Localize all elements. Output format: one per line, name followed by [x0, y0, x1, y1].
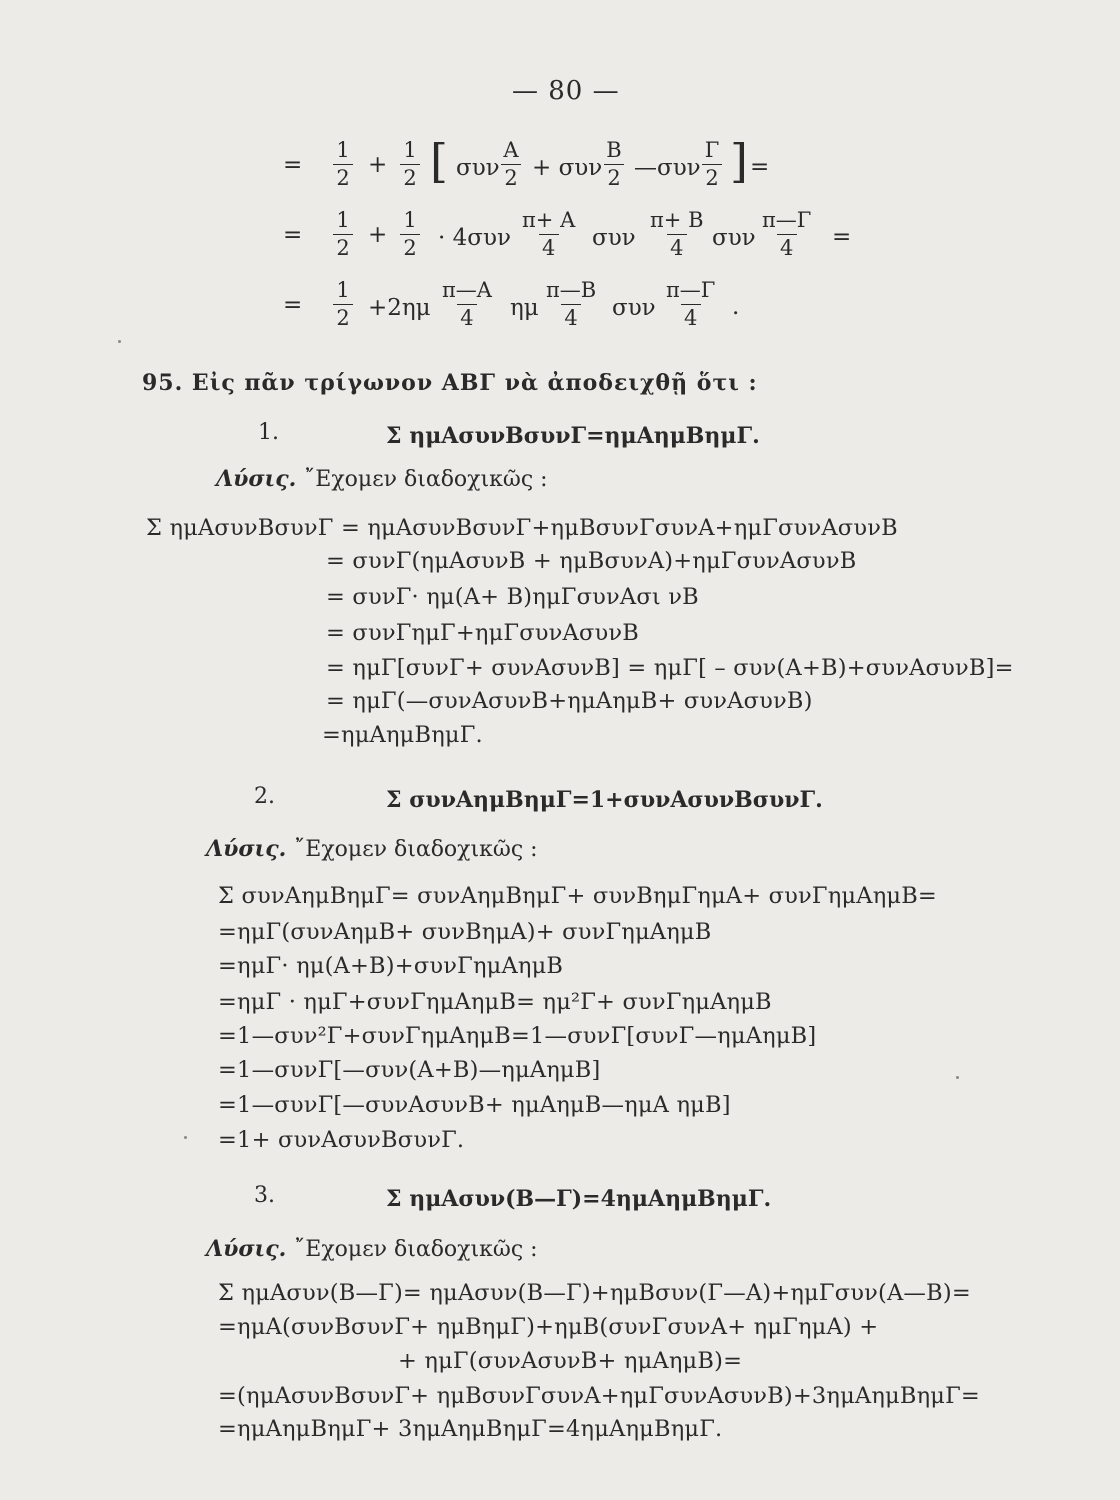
derivation-line: =ημAημBημΓ. — [322, 722, 483, 748]
period: . — [732, 294, 740, 320]
page-number: — 80 — — [512, 76, 620, 106]
right-bracket: ] — [730, 134, 748, 188]
term-text: συν — [456, 155, 500, 181]
plus-sign: + — [368, 152, 388, 178]
derivation-line: =ημΓ · ημΓ+συνΓημAημB= ημ²Γ+ συνΓημAημB — [218, 989, 772, 1015]
derivation-line: Σ συνAημBημΓ= συνAημBημΓ+ συνBημΓημA+ συνΓημAημB= — [218, 883, 937, 909]
fraction: $\frac{1}{2}$ — [333, 210, 353, 259]
derivation-line: Σ ημAσυνBσυνΓ = ημAσυνBσυνΓ+ημBσυνΓσυνA+ημΓσυνAσυνB — [146, 515, 898, 541]
solution-intro — [206, 836, 538, 862]
solution-label: Λύσις. — [206, 1236, 287, 1262]
equals-sign: = — [283, 152, 303, 178]
derivation-line: = συνΓ· ημ(A+ B)ημΓσυνAσι νB — [326, 584, 699, 610]
equals-sign: = — [832, 224, 852, 250]
print-speck — [118, 340, 121, 343]
fraction: $\frac{\pi—\Gamma}{4}$ — [762, 208, 812, 260]
derivation-line: = ημΓ[συνΓ+ συνAσυνB] = ημΓ[ – συν(A+B)+συνAσυνB]= — [326, 655, 1014, 681]
term-text: · 4συν — [438, 225, 511, 251]
solution-label: Λύσις. — [206, 836, 287, 862]
fraction: $\frac{\pi+ B}{4}$ — [650, 208, 704, 260]
fraction: $\frac{1}{2}$ — [400, 140, 420, 189]
equals-sign: = — [750, 154, 770, 180]
item-claim: Σ ημAσυνBσυνΓ=ημAημBημΓ. — [386, 423, 760, 449]
term-text: συν — [612, 295, 656, 321]
formula-row-3 — [0, 280, 1120, 344]
fraction: $\frac{\pi—A}{4}$ — [442, 278, 492, 330]
fraction: $\frac{\pi+ A}{4}$ — [522, 208, 576, 260]
equals-sign: = — [283, 222, 303, 248]
derivation-line: = συνΓημΓ+ημΓσυνAσυνB — [326, 620, 640, 646]
solution-intro — [206, 1236, 538, 1262]
item-number: 3. — [254, 1183, 275, 1208]
derivation-line: =ημΓ· ημ(A+B)+συνΓημAημB — [218, 953, 564, 979]
term-text: συν — [712, 225, 756, 251]
derivation-line: Σ ημAσυν(B—Γ)= ημAσυν(B—Γ)+ημBσυν(Γ—A)+ημΓσυν(A—B)= — [218, 1280, 971, 1306]
derivation-line: =1+ συνAσυνBσυνΓ. — [218, 1127, 465, 1153]
derivation-line: =1—συν²Γ+συνΓημAημB=1—συνΓ[συνΓ—ημAημB] — [218, 1023, 817, 1049]
fraction: $\frac{\pi—B}{4}$ — [546, 278, 597, 330]
derivation-line: =1—συνΓ[—συν(A+B)—ημAημB] — [218, 1057, 601, 1083]
fraction: $\frac{A}{2}$ — [501, 140, 521, 189]
term-text: συν — [592, 225, 636, 251]
term-text: + συν — [532, 155, 603, 181]
derivation-line: = ημΓ(—συνAσυνB+ημAημB+ συνAσυνB) — [326, 688, 813, 714]
formula-row-1 — [0, 134, 1120, 204]
derivation-line: =ημΓ(συνAημB+ συνBημA)+ συνΓημAημB — [218, 919, 712, 945]
plus-sign: + — [368, 222, 388, 248]
problem-heading: 95. Εἰς πᾶν τρίγωνον ΑΒΓ νὰ ἀποδειχθῇ ὅτι : — [142, 370, 758, 396]
solution-label: Λύσις. — [216, 466, 297, 492]
fraction: $\frac{B}{2}$ — [604, 140, 624, 189]
equals-sign: = — [283, 292, 303, 318]
derivation-line: =1—συνΓ[—συνAσυνB+ ημAημB—ημA ημB] — [218, 1092, 731, 1118]
solution-text: ῎Εχομεν διαδοχικῶς : — [294, 837, 538, 862]
print-speck — [956, 1076, 959, 1079]
derivation-line: =ημA(συνBσυνΓ+ ημBημΓ)+ημB(συνΓσυνA+ ημΓημA) + — [218, 1314, 879, 1340]
fraction: $\frac{1}{2}$ — [333, 140, 353, 189]
fraction: $\frac{1}{2}$ — [400, 210, 420, 259]
fraction: $\frac{\pi—\Gamma}{4}$ — [666, 278, 716, 330]
item-claim: Σ συνAημBημΓ=1+συνAσυνBσυνΓ. — [386, 787, 823, 813]
term-text: +2ημ — [368, 295, 431, 321]
derivation-line: = συνΓ(ημAσυνB + ημBσυνA)+ημΓσυνAσυνB — [326, 548, 857, 574]
item-number: 1. — [258, 420, 279, 445]
fraction: $\frac{\Gamma}{2}$ — [702, 140, 722, 189]
print-speck — [184, 1136, 187, 1139]
solution-text: ῎Εχομεν διαδοχικῶς : — [294, 1237, 538, 1262]
solution-intro — [216, 466, 548, 492]
derivation-line: =ημAημBημΓ+ 3ημAημBημΓ=4ημAημBημΓ. — [218, 1416, 723, 1442]
fraction: $\frac{1}{2}$ — [333, 280, 353, 329]
derivation-line: + ημΓ(συνAσυνB+ ημAημB)= — [398, 1348, 743, 1374]
derivation-line: =(ημAσυνBσυνΓ+ ημBσυνΓσυνA+ημΓσυνAσυνB)+3ημAημBημΓ= — [218, 1383, 980, 1409]
term-text: ημ — [510, 295, 539, 321]
term-text: —συν — [634, 155, 701, 181]
item-claim: Σ ημAσυν(B—Γ)=4ημAημBημΓ. — [386, 1186, 772, 1212]
item-number: 2. — [254, 784, 275, 809]
formula-row-2 — [0, 210, 1120, 274]
solution-text: ῎Εχομεν διαδοχικῶς : — [304, 467, 548, 492]
left-bracket: [ — [430, 134, 448, 188]
